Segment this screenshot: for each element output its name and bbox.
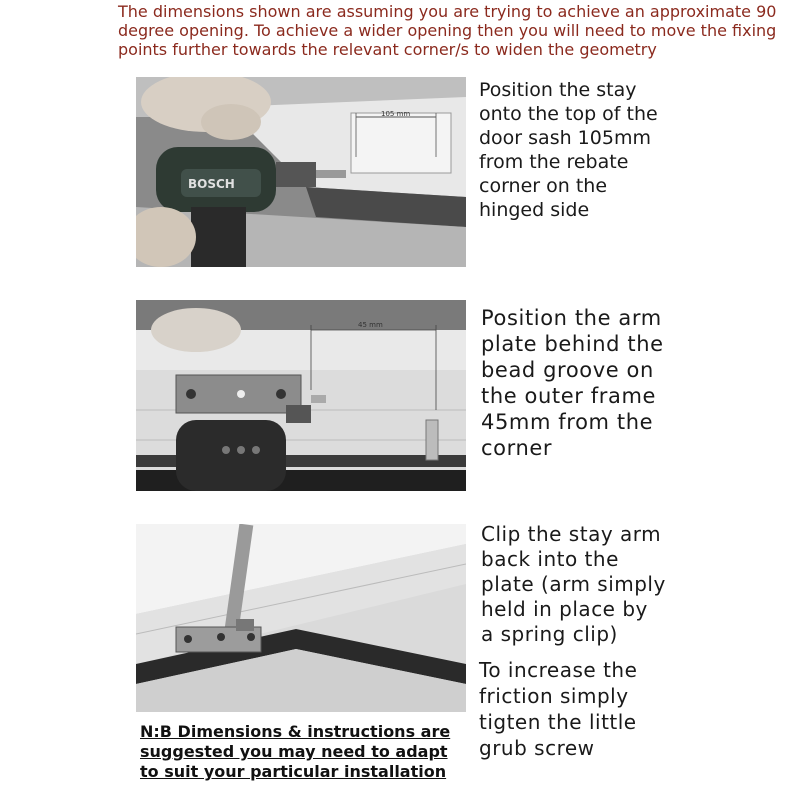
photo2-dimension-label: 45 mm [358, 321, 383, 329]
footer-disclaimer: N:B Dimensions & instructions are suggested you may need to adapt to suit your particular installation [140, 722, 451, 781]
step-1-photo [136, 77, 466, 267]
step-2-photo [136, 300, 466, 491]
intro-note: The dimensions shown are assuming you are trying to achieve an approximate 90 degree opening. To achieve a wider opening then you will need to move the fixing points further towards the relevant corner/s to widen the geometry [118, 2, 777, 59]
step-3-photo [136, 524, 466, 712]
step-4-text: To increase the friction simply tigten the little grub screw [479, 658, 638, 760]
step-2-text: Position the arm plate behind the bead groove on the outer frame 45mm from the corner [481, 306, 664, 460]
photo1-drill-brand: BOSCH [188, 177, 235, 191]
photo1-dimension-label: 105 mm [381, 110, 411, 118]
step-3-text: Clip the stay arm back into the plate (arm simply held in place by a spring clip) [481, 522, 666, 646]
step-1-text: Position the stay onto the top of the door sash 105mm from the rebate corner on the hinged side [479, 79, 658, 221]
